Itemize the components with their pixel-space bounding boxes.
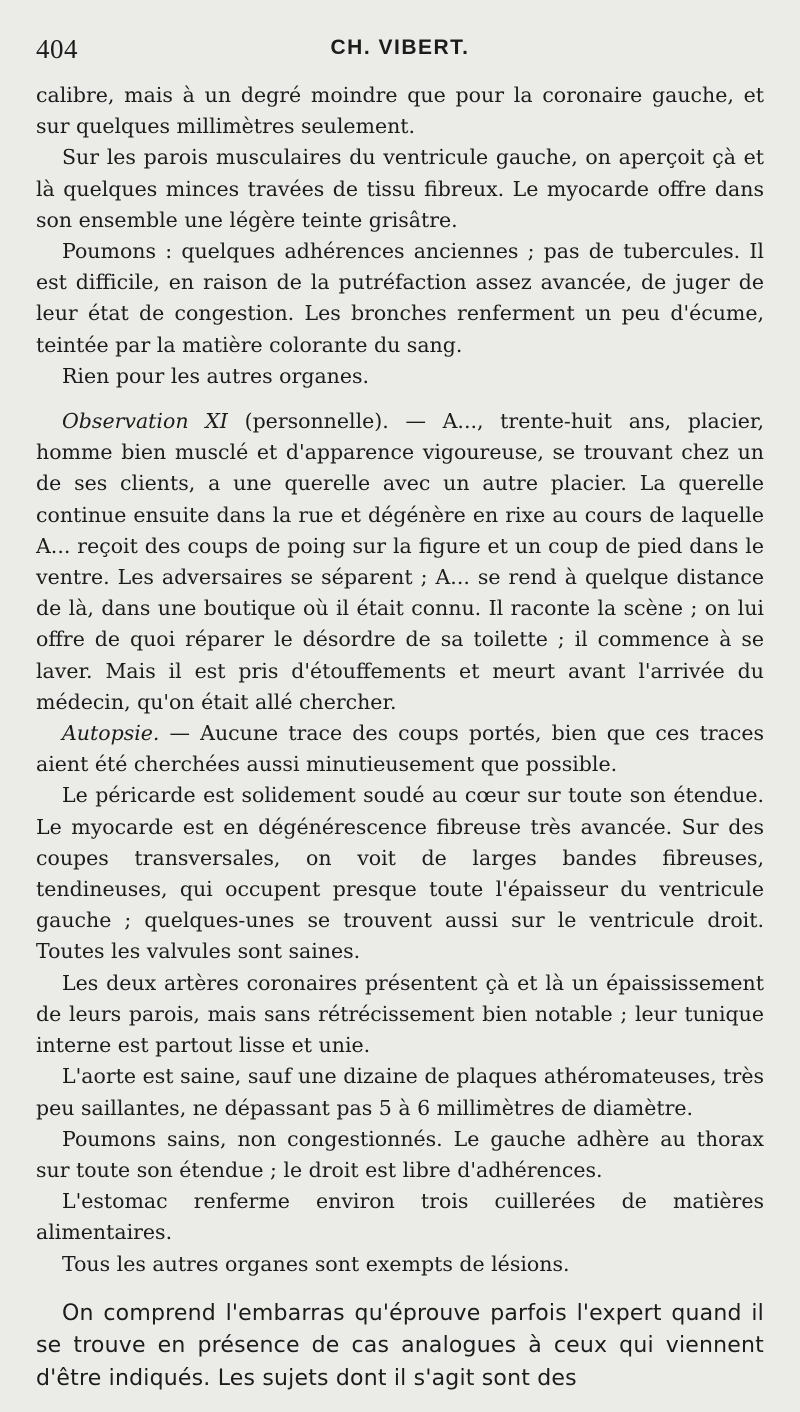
paragraph-text: (personnelle). — A..., trente-huit ans, placier, homme bien musclé et d'apparence vigoureuse, se trouvant chez un de ses clients, a une querelle avec un autre placier. La querelle continue ensuite dans la rue et dégénère en rixe au cours de laquelle A... reçoit des coups de poing sur la figure et un coup de pied dans le ventre. Les adversaires se séparent ; A... se rend à quelque distance de là, dans une boutique où il était connu. Il raconte la scène ; on lui offre de quoi réparer le désordre de sa toilette ; il commence à se laver. Mais il est pris d'étouffements et meurt avant l'arrivée du médecin, qu'on était allé chercher. <box>36 409 764 714</box>
paragraph-text: Rien pour les autres organes. <box>62 363 370 388</box>
paragraph-coronaire-continuation <box>36 80 764 142</box>
running-head: CH. VIBERT. <box>330 36 470 59</box>
paragraph-text: Sur les parois musculaires du ventricule gauche, on aperçoit çà et là quelques minces travées de tissu fibreux. Le myocarde offre dans son ensemble une légère teinte grisâtre. <box>36 145 764 232</box>
paragraph-observation-xi <box>36 406 764 718</box>
paragraph-embarras-expert <box>36 1298 764 1396</box>
autopsie-heading: Autopsie. <box>62 721 160 746</box>
section-gap <box>36 1280 764 1298</box>
observation-heading: Observation XI <box>62 409 228 434</box>
paragraph-poumons-sains <box>36 1124 764 1186</box>
paragraph-aorte <box>36 1061 764 1123</box>
paragraph-ventricule-parois <box>36 142 764 236</box>
paragraph-autres-organes <box>36 361 764 392</box>
section-gap <box>36 392 764 406</box>
page-header <box>36 34 764 70</box>
paragraph-autres-organes-exempts <box>36 1249 764 1280</box>
paragraph-text: calibre, mais à un degré moindre que pour la coronaire gauche, et sur quelques millimètres seulement. <box>36 83 764 139</box>
paragraph-estomac <box>36 1186 764 1248</box>
paragraph-text: Tous les autres organes sont exempts de lésions. <box>62 1251 570 1276</box>
paragraph-text: Poumons : quelques adhérences anciennes ; pas de tubercules. Il est difficile, en raison de la putréfaction assez avancée, de juger de leur état de congestion. Les bronches renferment un peu d'écume, teintée par la matière colorante du sang. <box>36 239 764 357</box>
paragraph-text: — Aucune trace des coups portés, bien que ces traces aient été cherchées aussi minutieusement que possible. <box>36 721 764 777</box>
page-body <box>36 80 764 1395</box>
paragraph-text: On comprend l'embarras qu'éprouve parfois l'expert quand il se trouve en présence de cas analogues à ceux qui viennent d'être indiqués. Les sujets dont il s'agit sont des <box>36 1300 764 1391</box>
paragraph-text: L'estomac renferme environ trois cuillerées de matières alimentaires. <box>36 1189 764 1245</box>
page-number: 404 <box>36 34 78 64</box>
paragraph-text: L'aorte est saine, sauf une dizaine de plaques athéromateuses, très peu saillantes, ne dépassant pas 5 à 6 millimètres de diamètre. <box>36 1064 764 1120</box>
paragraph-text: Poumons sains, non congestionnés. Le gauche adhère au thorax sur toute son étendue ; le droit est libre d'adhérences. <box>36 1126 764 1182</box>
paragraph-autopsie <box>36 718 764 780</box>
paragraph-text: Les deux artères coronaires présentent çà et là un épaississement de leurs parois, mais sans rétrécissement bien notable ; leur tunique interne est partout lisse et unie. <box>36 970 764 1058</box>
paragraph-text: Le péricarde est solidement soudé au cœur sur toute son étendue. Le myocarde est en dégénérescence fibreuse très avancée. Sur des coupes transversales, on voit de larges bandes fibreuses, tendineuses, qui occupent presque toute l'épaisseur du ventricule gauche ; quelques-unes se trouvent aussi sur le ventricule droit. Toutes les valvules sont saines. <box>36 783 764 964</box>
paragraph-arteres-coronaires <box>36 968 764 1062</box>
paragraph-pericarde <box>36 780 764 967</box>
paragraph-poumons <box>36 236 764 361</box>
